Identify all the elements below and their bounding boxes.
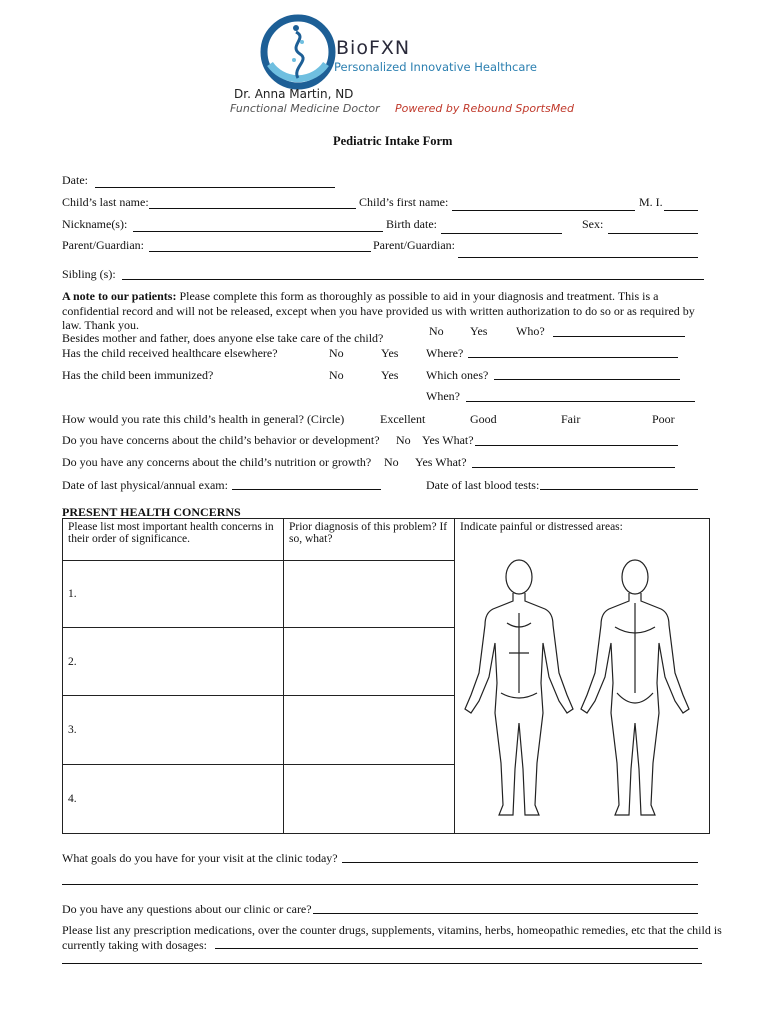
- behavior-what-field[interactable]: [475, 445, 678, 446]
- where-label: Where?: [426, 346, 464, 360]
- sex-label: Sex:: [582, 217, 604, 231]
- concern-row-4[interactable]: 4.: [63, 765, 284, 834]
- parent-guardian-field-2[interactable]: [458, 257, 698, 258]
- which-ones-field[interactable]: [494, 379, 680, 380]
- first-name-field[interactable]: [452, 210, 635, 211]
- date-field[interactable]: [95, 187, 335, 188]
- parent-guardian-field-1[interactable]: [149, 251, 371, 252]
- siblings-field[interactable]: [122, 279, 704, 280]
- last-exam-field[interactable]: [232, 489, 381, 490]
- nutrition-no[interactable]: No: [384, 455, 399, 469]
- logo-mark-icon: [258, 12, 338, 92]
- mi-field[interactable]: [664, 210, 698, 211]
- nickname-field[interactable]: [133, 231, 383, 232]
- nutrition-yes-what: Yes What?: [415, 455, 467, 469]
- body-front-icon: [465, 560, 573, 815]
- logo: [258, 12, 338, 92]
- other-care-question: Besides mother and father, does anyone else take care of the child?: [62, 331, 384, 345]
- brand-name: BioFXN: [336, 37, 411, 59]
- doctor-specialty: Functional Medicine Doctor: [230, 102, 380, 115]
- clinic-questions-field[interactable]: [313, 913, 698, 914]
- when-label: When?: [426, 389, 460, 403]
- last-name-label: Child’s last name:: [62, 195, 149, 209]
- goals-question: What goals do you have for your visit at the clinic today?: [62, 851, 338, 865]
- medications-label: Please list any prescription medications, over the counter drugs, supplements, vitamins, herbs, homeopathic remedies, etc that the child is currently taking with dosages:: [62, 923, 722, 952]
- birth-date-label: Birth date:: [386, 217, 437, 231]
- who-label: Who?: [516, 324, 545, 338]
- mi-label: M. I.: [639, 195, 663, 209]
- parent-guardian-label-1: Parent/Guardian:: [62, 238, 144, 252]
- concerns-col2-header: Prior diagnosis of this problem? If so, what?: [284, 519, 455, 561]
- rating-good[interactable]: Good: [470, 412, 497, 426]
- behavior-no[interactable]: No: [396, 433, 411, 447]
- where-field[interactable]: [468, 357, 678, 358]
- diagnosis-row-2[interactable]: [284, 627, 455, 696]
- concerns-col1-header: Please list most important health concerns in their order of significance.: [63, 519, 284, 561]
- diagnosis-row-3[interactable]: [284, 696, 455, 765]
- body-diagram[interactable]: [457, 543, 697, 823]
- rate-health-question: How would you rate this child’s health in general? (Circle): [62, 412, 345, 426]
- concern-row-2[interactable]: 2.: [63, 627, 284, 696]
- behavior-question: Do you have concerns about the child’s behavior or development?: [62, 433, 380, 447]
- diagnosis-row-4[interactable]: [284, 765, 455, 834]
- last-blood-field[interactable]: [540, 489, 698, 490]
- siblings-label: Sibling (s):: [62, 267, 116, 281]
- diagnosis-row-1[interactable]: [284, 561, 455, 628]
- patient-note-text: Please complete this form as thoroughly as possible to aid in your diagnosis and treatment. This is a confidential record and will not be released, except when you have provided us with written authorization to do so or as required by law. Thank you.: [62, 289, 695, 332]
- immunized-question: Has the child been immunized?: [62, 368, 214, 382]
- healthcare-elsewhere-no[interactable]: No: [329, 346, 344, 360]
- healthcare-elsewhere-question: Has the child received healthcare elsewhere?: [62, 346, 278, 360]
- who-field[interactable]: [553, 336, 685, 337]
- concerns-col3-header: Indicate painful or distressed areas:: [460, 521, 623, 533]
- patient-note-label: A note to our patients:: [62, 289, 177, 303]
- clinic-questions-label: Do you have any questions about our clinic or care?: [62, 902, 312, 916]
- sex-field[interactable]: [608, 233, 698, 234]
- body-back-icon: [581, 560, 689, 815]
- doctor-name: Dr. Anna Martin, ND: [234, 87, 354, 101]
- which-ones-label: Which ones?: [426, 368, 489, 382]
- immunized-yes[interactable]: Yes: [381, 368, 399, 382]
- page-title: Pediatric Intake Form: [333, 134, 453, 148]
- behavior-yes-what: Yes What?: [422, 433, 474, 447]
- goals-field-2[interactable]: [62, 884, 698, 885]
- other-care-no[interactable]: No: [429, 324, 444, 338]
- powered-by: Powered by Rebound SportsMed: [395, 102, 574, 115]
- other-care-yes[interactable]: Yes: [470, 324, 488, 338]
- last-name-field[interactable]: [149, 208, 356, 209]
- immunized-no[interactable]: No: [329, 368, 344, 382]
- healthcare-elsewhere-yes[interactable]: Yes: [381, 346, 399, 360]
- present-concerns-heading: PRESENT HEALTH CONCERNS: [62, 505, 241, 519]
- goals-field-1[interactable]: [342, 862, 698, 863]
- patient-note: [62, 289, 702, 333]
- date-label: Date:: [62, 173, 88, 187]
- medications-field-1[interactable]: [215, 948, 698, 949]
- body-diagram-cell: [455, 519, 710, 834]
- brand-tagline: Personalized Innovative Healthcare: [334, 60, 537, 74]
- when-field[interactable]: [466, 401, 695, 402]
- birth-date-field[interactable]: [441, 233, 562, 234]
- nutrition-what-field[interactable]: [472, 467, 675, 468]
- rating-poor[interactable]: Poor: [652, 412, 675, 426]
- medications-field-2[interactable]: [62, 963, 702, 964]
- rating-fair[interactable]: Fair: [561, 412, 581, 426]
- last-exam-label: Date of last physical/annual exam:: [62, 478, 228, 492]
- concern-row-1[interactable]: 1.: [63, 561, 284, 628]
- concerns-table: [62, 518, 710, 834]
- first-name-label: Child’s first name:: [359, 195, 449, 209]
- parent-guardian-label-2: Parent/Guardian:: [373, 238, 455, 252]
- rating-excellent[interactable]: Excellent: [380, 412, 426, 426]
- last-blood-label: Date of last blood tests:: [426, 478, 540, 492]
- nickname-label: Nickname(s):: [62, 217, 128, 231]
- concern-row-3[interactable]: 3.: [63, 696, 284, 765]
- nutrition-question: Do you have any concerns about the child’s nutrition or growth?: [62, 455, 372, 469]
